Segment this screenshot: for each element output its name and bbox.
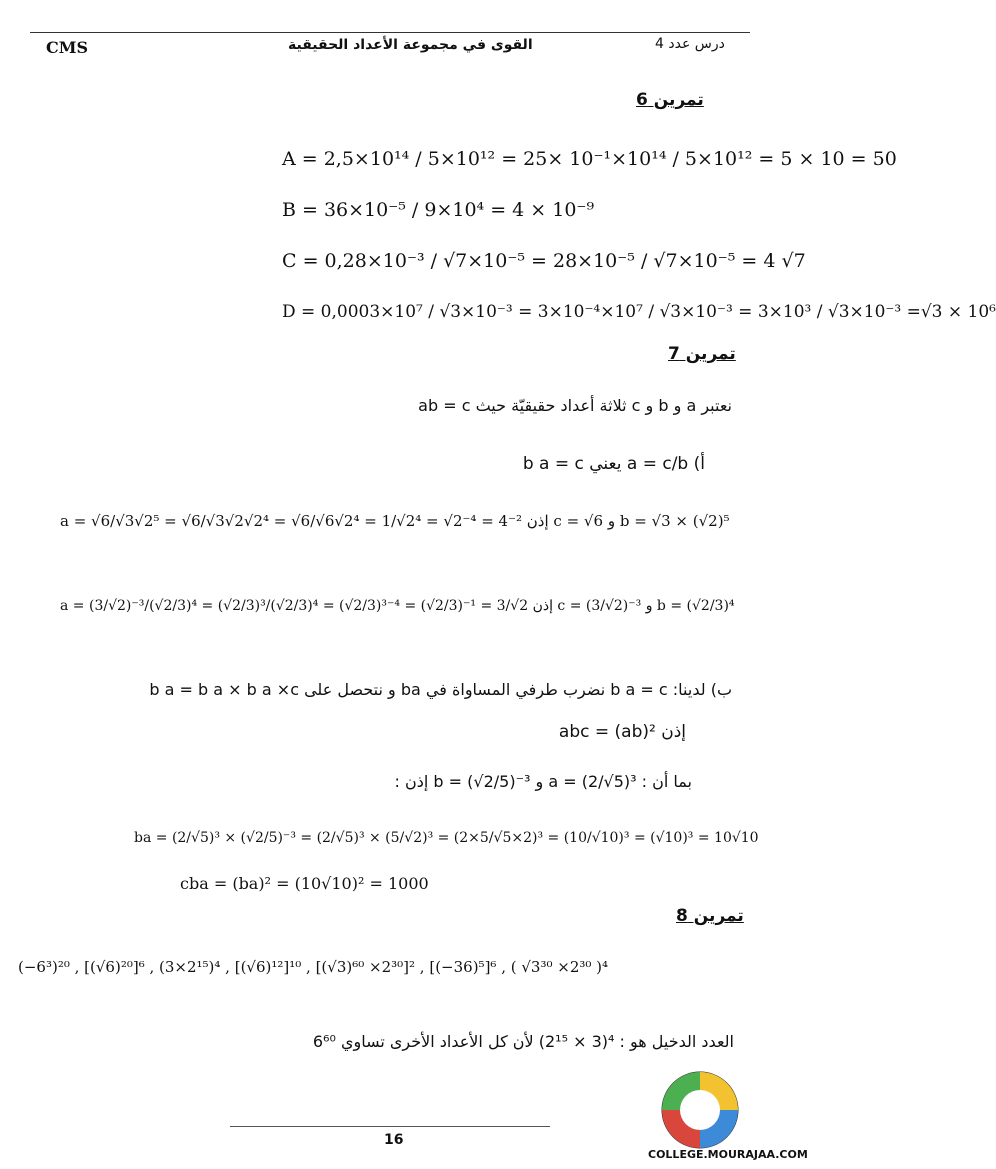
- header-right: درس عدد 4: [655, 36, 725, 52]
- equation-d: D = 0,0003×10⁷ / √3×10⁻³ = 3×10⁻⁴×10⁷ / √3×10⁻³ = 3×10³ / √3×10⁻³ =√3 × 10⁶: [282, 302, 996, 322]
- exercise-6-title: تمرين 6: [636, 90, 704, 110]
- exercise-7-part-b: ب) لدينا: b a = c نضرب طرفي المساواة في ba و نتحصل على b a = b a × b a ×c: [149, 680, 732, 699]
- exercise-7-part-a: أ) a = c/b يعني b a = c: [522, 454, 705, 474]
- exercise-7-ba: ba = (2/√5)³ × (√2/5)⁻³ = (2/√5)³ × (5/√2)³ = (2×5/√5×2)³ = (10/√10)³ = (√10)³ = 10√10: [134, 830, 759, 846]
- exercise-8-list: (−6³)²⁰ , [(√6)²⁰]⁶ , (3×2¹⁵)⁴ , [(√6)¹²]¹⁰ , [(√3)⁶⁰ ×2³⁰]² , [(−36)⁵]⁶ , ( √3³⁰ ×2³⁰ )⁴: [18, 958, 609, 976]
- header-center: القوى في مجموعة الأعداد الحقيقية: [288, 37, 533, 53]
- exercise-7-intro: نعتبر a و b و c ثلاثة أعداد حقيقيّة حيث ab = c: [418, 396, 732, 415]
- page-number: 16: [384, 1132, 404, 1148]
- exercise-8-answer: العدد الدخيل هو : ⁴(3 × 2¹⁵) لأن كل الأعداد الأخرى تساوي 6⁶⁰: [312, 1032, 734, 1051]
- site-logo-icon: [655, 1065, 745, 1155]
- equation-a: A = 2,5×10¹⁴ / 5×10¹² = 25× 10⁻¹×10¹⁴ / 5×10¹² = 5 × 10 = 50: [282, 148, 897, 170]
- exercise-7-line-2: a = (3/√2)⁻³/(√2/3)⁴ = (√2/3)³/(√2/3)⁴ = (√2/3)³⁻⁴ = (√2/3)⁻¹ = 3/√2 إذن c = (3/√2)⁻³ و b = (√2/3)⁴: [60, 598, 735, 614]
- exercise-7-cba: cba = (ba)² = (10√10)² = 1000: [180, 874, 429, 893]
- site-url: COLLEGE.MOURAJAA.COM: [648, 1148, 808, 1161]
- exercise-7-since: بما أن : a = (2/√5)³ و b = (√2/5)⁻³ إذن :: [394, 772, 692, 791]
- equation-b: B = 36×10⁻⁵ / 9×10⁴ = 4 × 10⁻⁹: [282, 199, 595, 221]
- header-rule: [30, 32, 750, 33]
- footer-rule: [230, 1126, 550, 1127]
- exercise-7-line-1: a = √6/√3√2⁵ = √6/√3√2√2⁴ = √6/√6√2⁴ = 1/√2⁴ = √2⁻⁴ = 4⁻² إذن c = √6 و b = √3 × (√2)⁵: [60, 512, 730, 530]
- exercise-7-title: تمرين 7: [668, 344, 736, 364]
- exercise-8-title: تمرين 8: [676, 906, 744, 926]
- equation-c: C = 0,28×10⁻³ / √7×10⁻⁵ = 28×10⁻⁵ / √7×10⁻⁵ = 4 √7: [282, 250, 806, 272]
- header-left: CMS: [46, 38, 88, 57]
- exercise-7-then: إذن abc = (ab)²: [558, 722, 686, 742]
